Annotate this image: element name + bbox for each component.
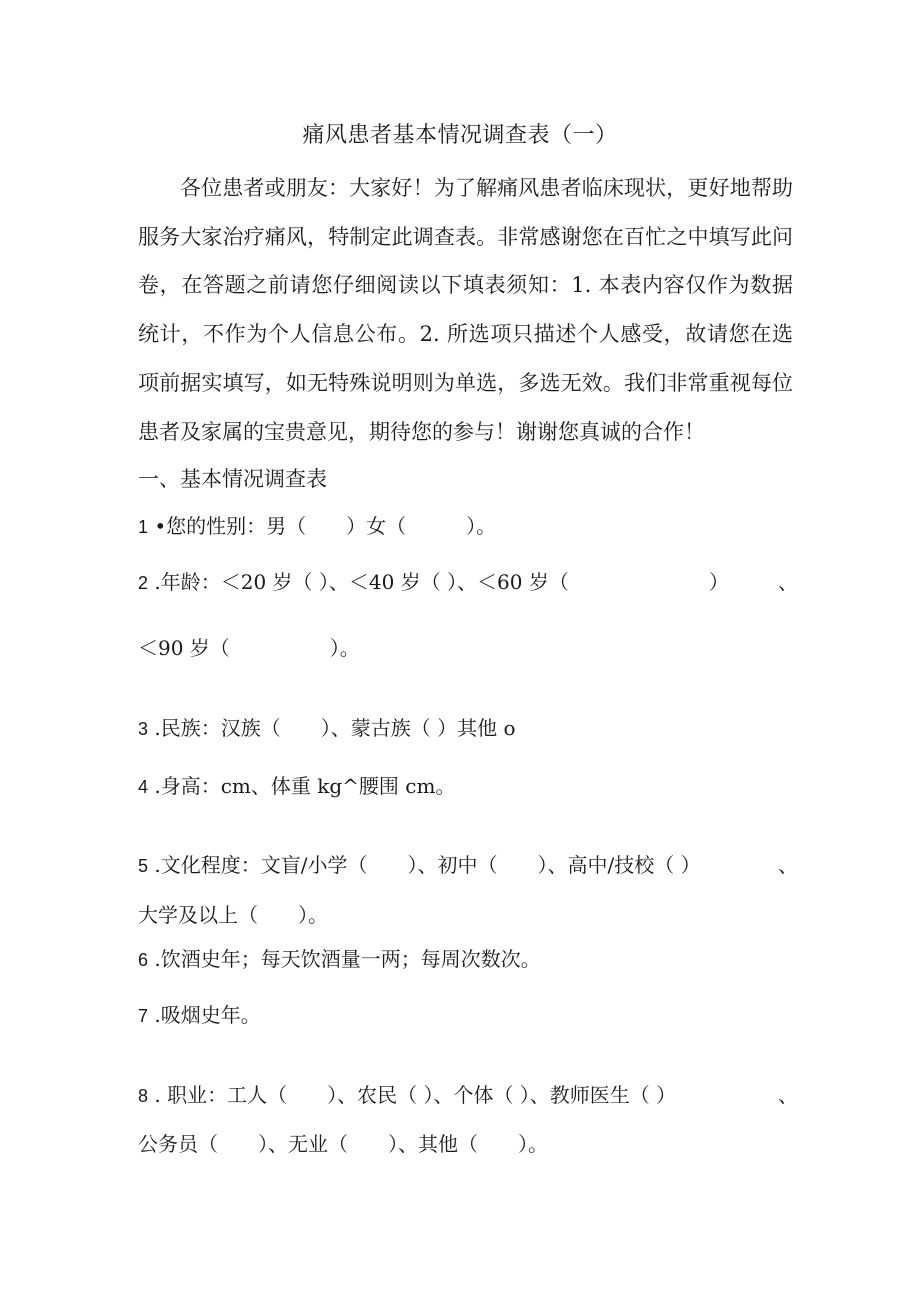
question-occupation bbox=[138, 1079, 798, 1108]
document-title: 痛风患者基本情况调查表（一） bbox=[302, 123, 618, 148]
question-text: . 职业：工人（ ）、农民（ ）、个体（ ）、教师医生（ ） bbox=[148, 1083, 677, 1107]
question-number: 5 bbox=[138, 856, 149, 876]
intro-paragraph: 各位患者或朋友：大家好！为了解痛风患者临床现状，更好地帮助服务大家治疗痛风，特制定此调查表。非常感谢您在百忙之中填写此问卷，在答题之前请您仔细阅读以下填表须知：1. 本表内容仅作为数据统计，不作为个人信息公布。2. 所选项只描述个人感受，故请您在选项前据实填写，如无特殊说明则为单选，多选无效。我们非常重视每位患者及家属的宝贵意见，期待您的参与！谢谢您真诚的合作！ bbox=[138, 176, 793, 444]
question-number: 7 bbox=[138, 1006, 149, 1026]
question-number: 8 bbox=[138, 1086, 149, 1106]
question-number: 2 bbox=[138, 573, 149, 593]
question-ethnicity bbox=[138, 712, 516, 741]
question-education bbox=[138, 849, 798, 878]
question-number: 4 bbox=[138, 777, 149, 797]
question-text: .民族：汉族（ ）、蒙古族（ ）其他 o bbox=[148, 716, 516, 740]
question-number: 3 bbox=[138, 719, 149, 739]
question-text: .身高：cm、体重 kg^腰围 cm。 bbox=[148, 774, 456, 798]
question-age-continued: ＜90 岁（ ）。 bbox=[138, 636, 360, 660]
question-number: 6 bbox=[138, 950, 149, 970]
question-occupation-continued: 公务员（ ）、无业（ ）、其他（ ）。 bbox=[138, 1132, 548, 1156]
question-text: .吸烟史年。 bbox=[148, 1003, 261, 1027]
section-heading: 一、基本情况调查表 bbox=[138, 467, 327, 491]
question-drinking-history bbox=[138, 943, 541, 972]
question-text-end: 、 bbox=[778, 853, 798, 877]
question-text: .年龄：＜20 岁（ ）、＜40 岁（ ）、＜60 岁（ ） bbox=[148, 570, 729, 594]
question-number: 1 bbox=[138, 517, 149, 537]
question-education-continued: 大学及以上（ ）。 bbox=[138, 903, 328, 927]
question-gender bbox=[138, 510, 496, 539]
question-text: •您的性别：男（ ）女（ ）。 bbox=[148, 514, 497, 538]
question-smoking-history bbox=[138, 999, 261, 1028]
question-text-end: 、 bbox=[778, 1083, 798, 1107]
question-body-measures bbox=[138, 770, 455, 799]
question-age bbox=[138, 566, 798, 595]
question-text-end: 、 bbox=[778, 570, 798, 594]
question-text: .文化程度：文盲/小学（ ）、初中（ ）、高中/技校（ ） bbox=[148, 853, 701, 877]
question-text: .饮酒史年；每天饮酒量一两；每周次数次。 bbox=[148, 947, 541, 971]
